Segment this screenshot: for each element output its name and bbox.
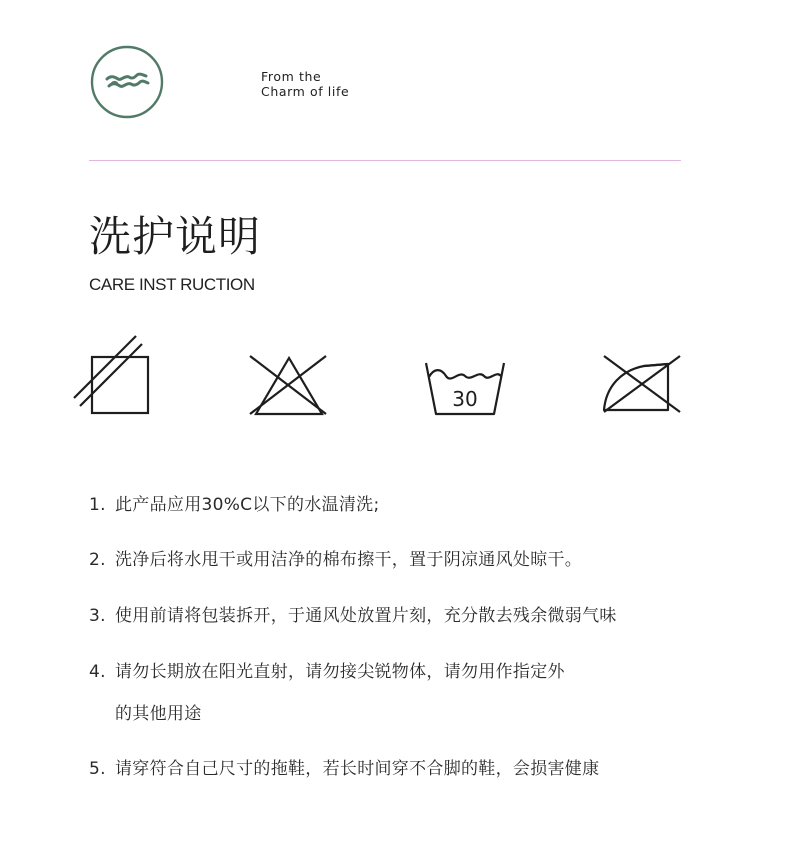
list-item (89, 601, 617, 631)
list-item (89, 545, 582, 575)
tagline (261, 69, 349, 99)
list-item-number: 2. (89, 550, 106, 570)
list-item-number: 4. (89, 662, 106, 682)
list-item (89, 754, 599, 784)
header-divider (89, 160, 681, 161)
list-item-text: 使用前请将包装拆开，于通风处放置片刻，充分散去残余微弱气味 (115, 606, 617, 626)
list-item-number: 3. (89, 606, 106, 626)
list-item-text: 请穿符合自己尺寸的拖鞋，若长时间穿不合脚的鞋，会损害健康 (115, 759, 600, 779)
wash-temperature-label: 30 (452, 387, 478, 411)
page-subtitle: CARE INST RUCTION (89, 275, 255, 294)
tagline-line-2: Charm of life (261, 84, 350, 99)
no-bleach-icon (60, 330, 180, 420)
no-chlorine-icon (229, 330, 349, 420)
wash-30-icon (406, 330, 526, 420)
list-item-text: 洗净后将水甩干或用洁净的棉布擦干，置于阴凉通风处晾干。 (115, 550, 583, 570)
page-title: 洗护说明 (89, 212, 262, 261)
list-item-number: 5. (89, 759, 106, 779)
wave-logo-icon (90, 45, 164, 119)
list-item-text: 请勿长期放在阳光直射，请勿接尖锐物体，请勿用作指定外 (115, 662, 565, 682)
list-item (89, 657, 565, 687)
list-item-continuation: 的其他用途 (115, 704, 202, 724)
list-item-number: 1. (89, 495, 106, 515)
tagline-line-1: From the (261, 69, 322, 84)
list-item-text: 此产品应用30%C以下的水温清洗; (115, 495, 380, 515)
no-iron-icon (582, 330, 702, 420)
list-item (89, 490, 379, 520)
